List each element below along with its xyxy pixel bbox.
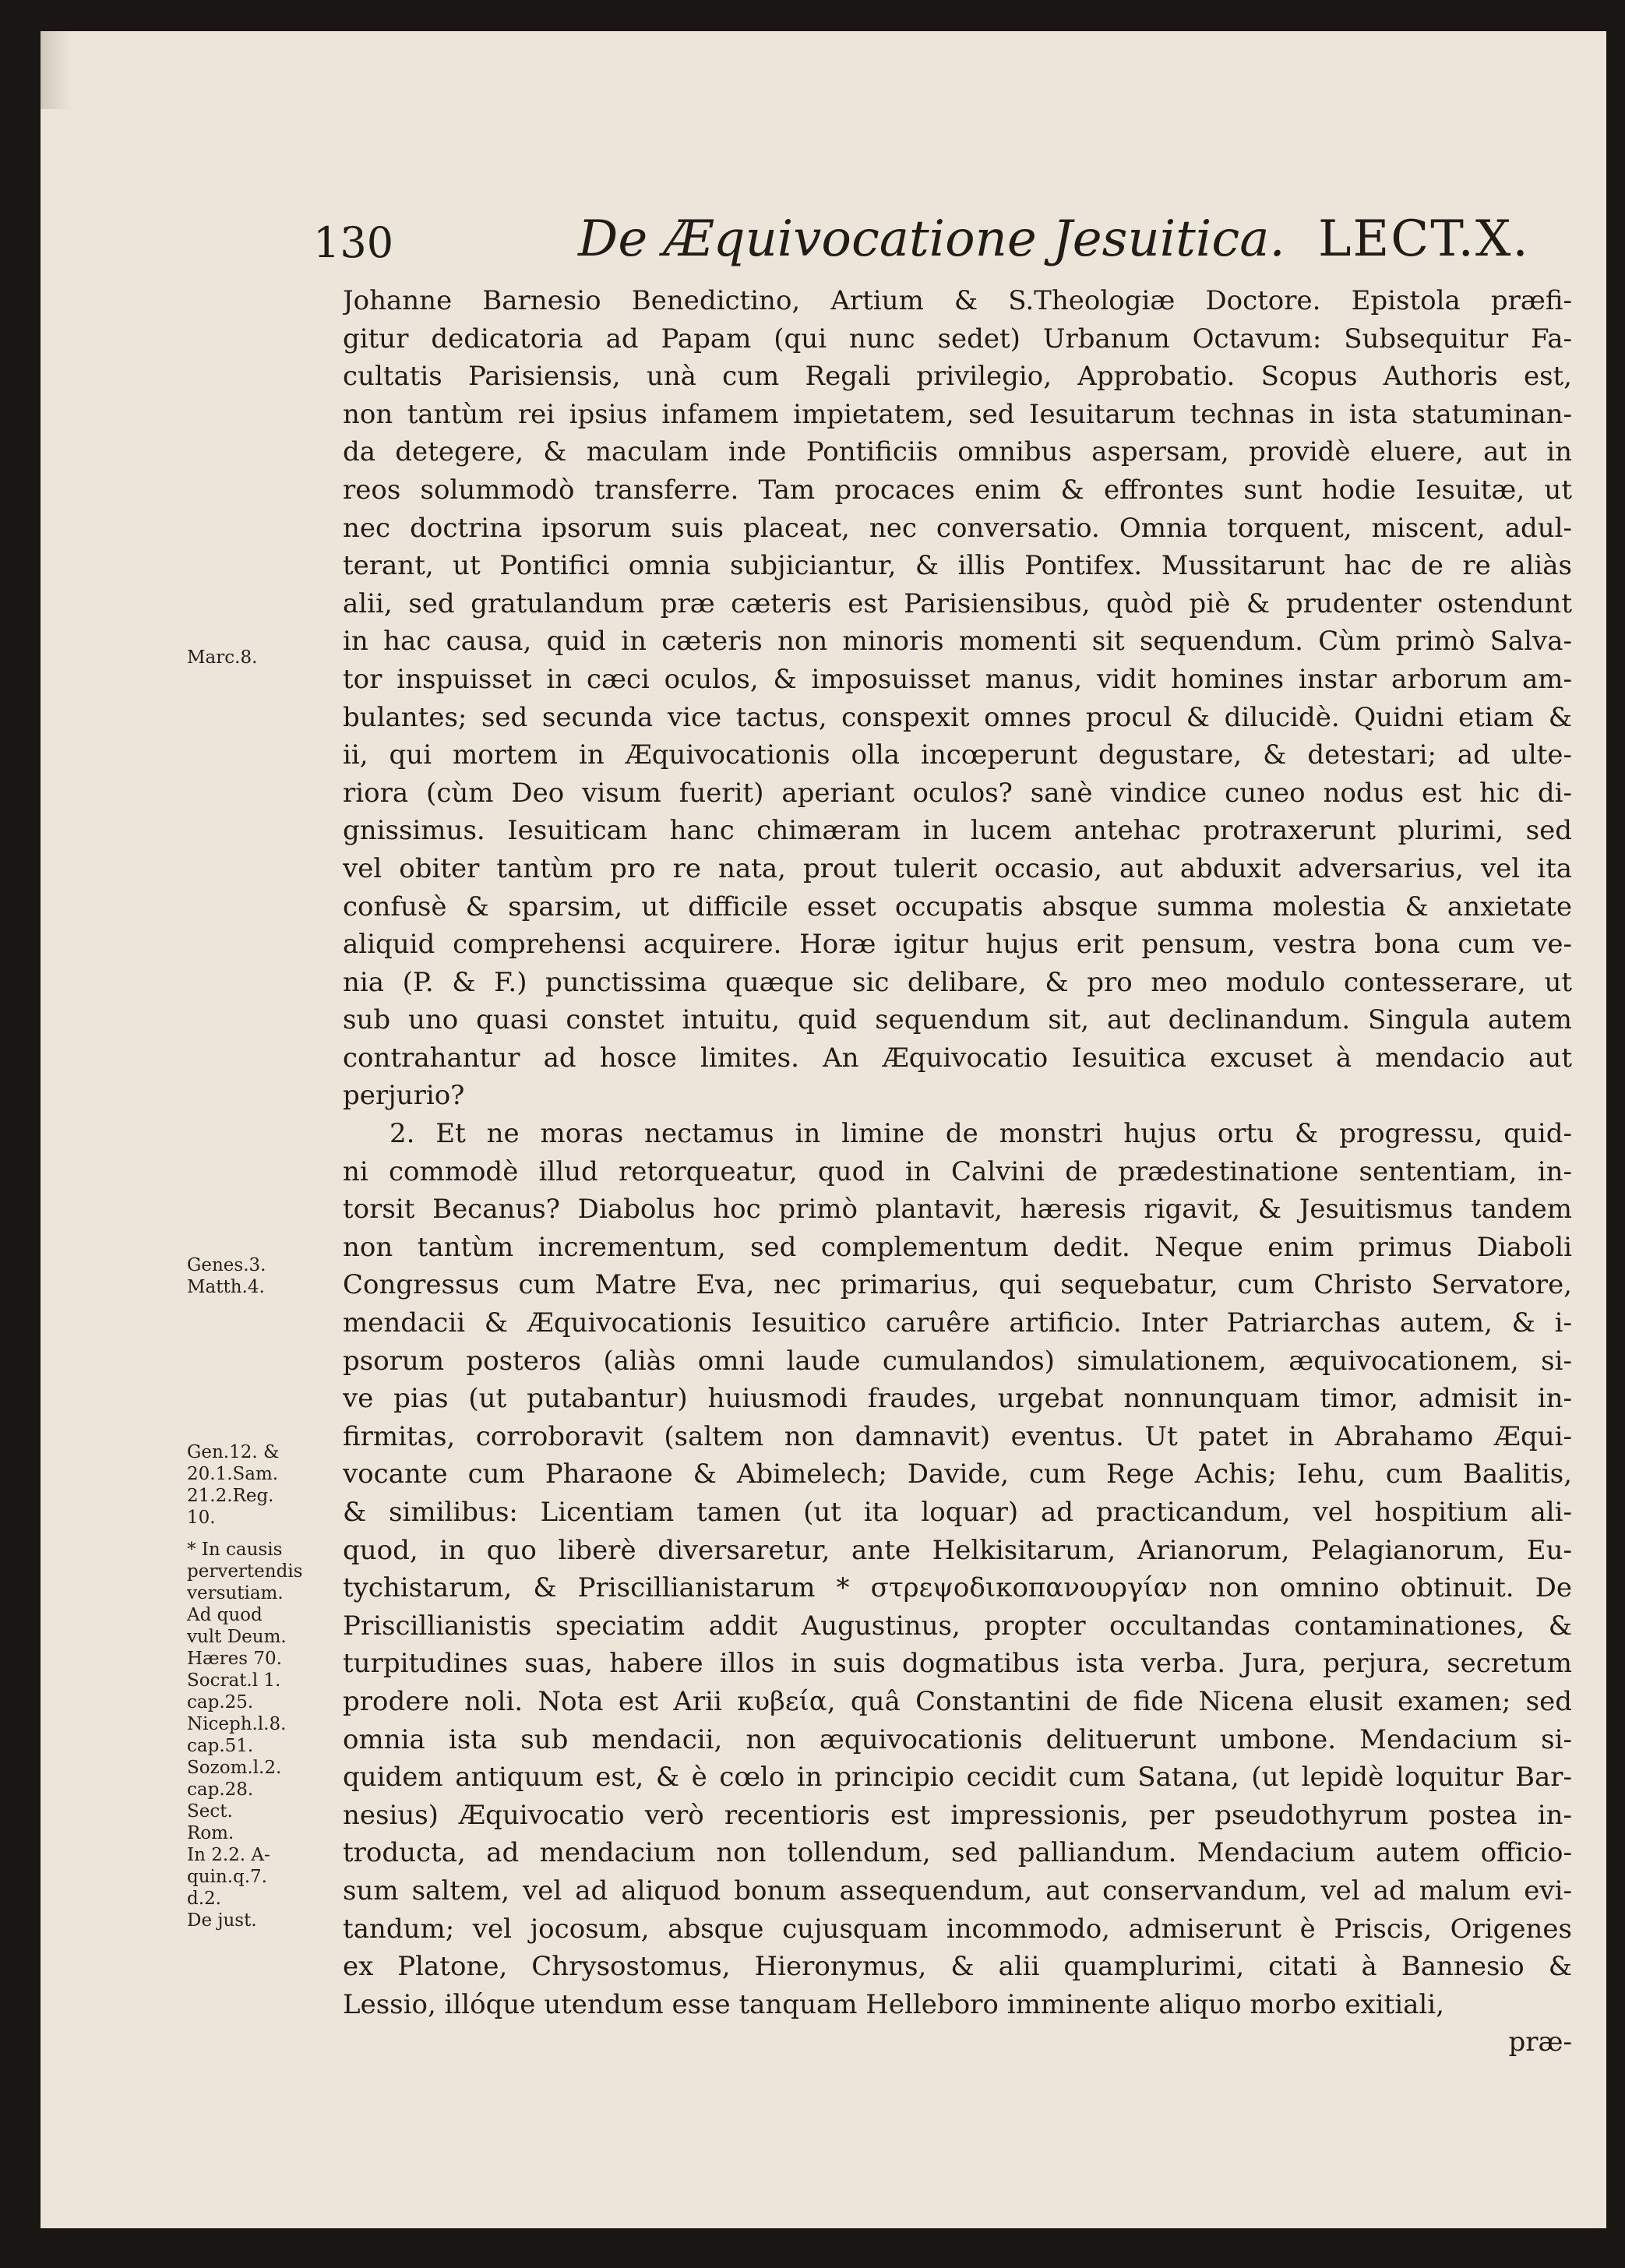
- text-line: psorum posteros (aliàs omni laude cumulandos) simulationem, æquivocationem, si-: [343, 1345, 1572, 1377]
- text-line: præ-: [1508, 2026, 1572, 2058]
- text-line: sub uno quasi constet intuitu, quid sequendum sit, aut declinandum. Singula autem: [343, 1004, 1572, 1036]
- text-line: tychistarum, & Priscillianistarum * στρεψοδικοπανουργίαν non omnino obtinuit. De: [343, 1572, 1572, 1604]
- text-line: bulantes; sed secunda vice tactus, conspexit omnes procul & dilucidè. Quidni etiam &: [343, 701, 1572, 733]
- text-line: nec doctrina ipsorum suis placeat, nec conversatio. Omnia torquent, miscent, adul-: [343, 512, 1572, 544]
- text-line: gitur dedicatoria ad Papam (qui nunc sedet) Urbanum Octavum: Subsequitur Fa-: [343, 323, 1572, 354]
- text-line: cultatis Parisiensis, unà cum Regali privilegio, Approbatio. Scopus Authoris est,: [343, 361, 1572, 393]
- text-line: quod, in quo liberè diversaretur, ante Helkisitarum, Arianorum, Pelagianorum, Eu-: [343, 1534, 1572, 1566]
- text-line: aliquid comprehensi acquirere. Horæ igitur hujus erit pensum, vestra bona cum ve-: [343, 929, 1572, 961]
- page-header: [41, 210, 1606, 280]
- text-line: vocante cum Pharaone & Abimelech; Davide, cum Rege Achis; Iehu, cum Baalitis,: [343, 1459, 1572, 1490]
- page-fold-shadow: [41, 31, 72, 109]
- text-line: tor inspuisset in cæci oculos, & imposuisset manus, vidit homines instar arborum am-: [343, 663, 1572, 695]
- text-line: firmitas, corroboravit (saltem non damnavit) eventus. Ut patet in Abrahamo Æqui-: [343, 1420, 1572, 1452]
- text-line: tandum; vel jocosum, absque cujusquam incommodo, admiserunt è Priscis, Origenes: [343, 1913, 1572, 1945]
- margin-note-marc: Marc.8.: [187, 647, 258, 668]
- text-line: & similibus: Licentiam tamen (ut ita loquar) ad practicandum, vel hospitium ali-: [343, 1497, 1572, 1528]
- text-line: mendacii & Æquivocationis Iesuitico caruêre artificio. Inter Patriarchas autem, & i-: [343, 1307, 1572, 1339]
- margin-note-genesis-matthew: Genes.3. Matth.4.: [187, 1255, 266, 1297]
- text-line: 2. Et ne moras nectamus in limine de monstri hujus ortu & progressu, quid-: [390, 1118, 1572, 1150]
- text-line: in hac causa, quid in cæteris non minoris momenti sit sequendum. Cùm primò Salva-: [343, 626, 1572, 658]
- text-line: nesius) Æquivocatio verò recentioris est impressionis, per pseudothyrum postea in-: [343, 1799, 1572, 1831]
- text-line: terant, ut Pontifici omnia subjiciantur, & illis Pontifex. Mussitarunt hac de re aliàs: [343, 550, 1572, 582]
- text-line: prodere noli. Nota est Arii κυβεία, quâ Constantini de fide Nicena elusit examen; sed: [343, 1685, 1572, 1717]
- text-line: ex Platone, Chrysostomus, Hieronymus, & alii quamplurimi, citati à Bannesio &: [343, 1951, 1572, 1983]
- text-line: non tantùm rei ipsius infamem impietatem, sed Iesuitarum technas in ista statuminan-: [343, 398, 1572, 430]
- running-title: De Æquivocatione Jesuitica.: [578, 210, 1285, 268]
- text-line: non tantùm incrementum, sed complementum dedit. Neque enim primus Diaboli: [343, 1231, 1572, 1263]
- text-line: omnia ista sub mendacii, non æquivocationis delituerunt umbone. Mendacium si-: [343, 1723, 1572, 1755]
- book-page: [41, 31, 1606, 2228]
- text-line: nia (P. & F.) punctissima quæque sic delibare, & pro meo modulo contesserare, ut: [343, 966, 1572, 998]
- text-line: vel obiter tantùm pro re nata, prout tulerit occasio, aut abduxit adversarius, vel ita: [343, 852, 1572, 884]
- text-line: ni commodè illud retorqueatur, quod in Calvini de prædestinatione sententiam, in-: [343, 1155, 1572, 1187]
- text-line: contrahantur ad hosce limites. An Æquivocatio Iesuitica excuset à mendacio aut: [343, 1042, 1572, 1074]
- text-line: confusè & sparsim, ut difficile esset occupatis absque summa molestia & anxietate: [343, 891, 1572, 922]
- page-number: 130: [313, 218, 394, 267]
- text-line: ve pias (ut putabantur) huiusmodi fraudes, urgebat nonnunquam timor, admisit in-: [343, 1383, 1572, 1415]
- text-line: Congressus cum Matre Eva, nec primarius, qui sequebatur, cum Christo Servatore,: [343, 1269, 1572, 1301]
- text-line: Johanne Barnesio Benedictino, Artium & S.Theologiæ Doctore. Epistola præfi-: [343, 285, 1572, 316]
- text-line: troducta, ad mendacium non tollendum, sed palliandum. Mendacium autem officio-: [343, 1837, 1572, 1869]
- text-line: perjurio?: [343, 1080, 465, 1112]
- text-line: reos solummodò transferre. Tam procaces enim & effrontes sunt hodie Iesuitæ, ut: [343, 474, 1572, 506]
- text-line: riora (cùm Deo visum fuerit) aperiant oculos? sanè vindice cuneo nodus est hic di-: [343, 777, 1572, 809]
- margin-note-references: * In causis pervertendis versutiam. Ad quod vult Deum. Hæres 70. Socrat.l 1. cap.25. Niceph.l.8. cap.51. Sozom.l.2. cap.28. Sect. Rom. In 2.2. A- quin.q.7. d.2. De just.: [187, 1540, 303, 1931]
- text-line: alii, sed gratulandum præ cæteris est Parisiensibus, quòd piè & prudenter ostendunt: [343, 587, 1572, 619]
- text-line: da detegere, & maculam inde Pontificiis omnibus aspersam, providè eluere, aut in: [343, 436, 1572, 468]
- text-line: gnissimus. Iesuiticam hanc chimæram in lucem antehac protraxerunt plurimi, sed: [343, 815, 1572, 847]
- text-line: ii, qui mortem in Æquivocationis olla incœperunt degustare, & detestari; ad ulte-: [343, 739, 1572, 771]
- body-text: [343, 282, 1572, 2062]
- section-label: LECT.X.: [1318, 210, 1530, 268]
- margin-note-gen-sam-reg: Gen.12. & 20.1.Sam. 21.2.Reg. 10.: [187, 1442, 280, 1528]
- text-line: turpitudines suas, habere illos in suis dogmatibus ista verba. Jura, perjura, secretum: [343, 1648, 1572, 1680]
- text-line: Priscillianistis speciatim addit Augustinus, propter occultandas contaminationes, &: [343, 1610, 1572, 1642]
- text-line: Lessio, illóque utendum esse tanquam Helleboro imminente aliquo morbo exitiali,: [343, 1988, 1444, 2020]
- text-line: quidem antiquum est, & è cœlo in principio cecidit cum Satana, (ut lepidè loquitur Bar-: [343, 1762, 1572, 1794]
- text-line: sum saltem, vel ad aliquod bonum assequendum, aut conservandum, vel ad malum evi-: [343, 1875, 1572, 1906]
- text-line: torsit Becanus? Diabolus hoc primò plantavit, hæresis rigavit, & Jesuitismus tandem: [343, 1194, 1572, 1226]
